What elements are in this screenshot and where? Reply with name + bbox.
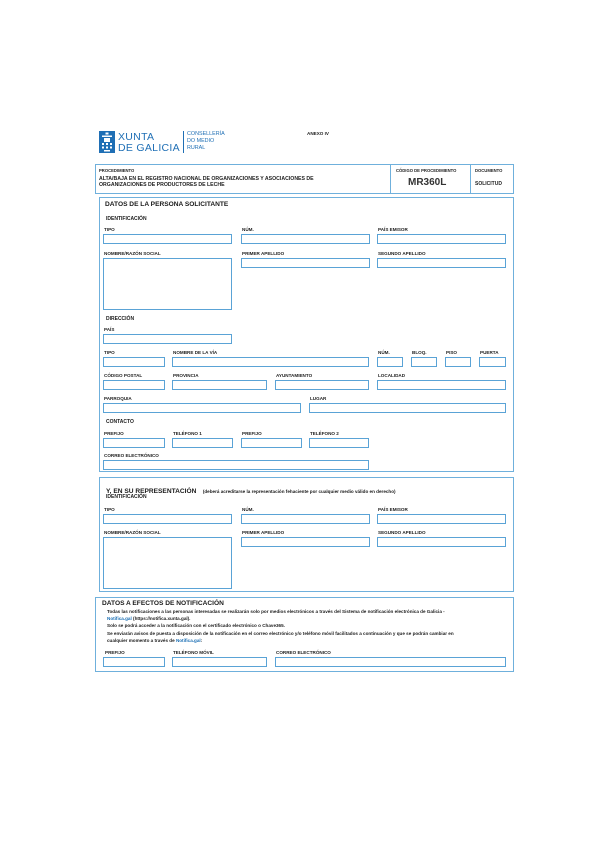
notification-line-5-post: : bbox=[200, 638, 203, 643]
telefono-1-field[interactable] bbox=[172, 438, 233, 448]
localidad-field[interactable] bbox=[377, 380, 506, 390]
procedure-text-line2: ORGANIZACIONES DE PRODUCTORES DE LECHE bbox=[99, 182, 225, 188]
document-label: DOCUMENTO bbox=[475, 168, 503, 173]
prefijo-1-field[interactable] bbox=[103, 438, 165, 448]
direccion-heading: DIRECCIÓN bbox=[106, 316, 135, 322]
primer-apellido-field[interactable] bbox=[241, 258, 370, 268]
label-lugar: LUGAR bbox=[310, 396, 327, 401]
label-pais-emisor: PAÍS EMISOR bbox=[378, 227, 408, 232]
label-segundo-apellido: SEGUNDO APELLIDO bbox=[378, 251, 426, 256]
pais-emisor-field[interactable] bbox=[377, 234, 506, 244]
notif-label-prefijo: PREFIJO bbox=[105, 650, 125, 655]
label-piso: PISO bbox=[446, 350, 457, 355]
notif-telefono-movil-field[interactable] bbox=[172, 657, 267, 667]
nombre-field[interactable] bbox=[103, 258, 232, 310]
notifica-link-2[interactable]: Notifica.gal bbox=[175, 638, 201, 643]
procedure-text-line1: ALTA/BAJA EN EL REGISTRO NACIONAL DE ORGANIZACIONES Y ASOCIACIONES DE bbox=[99, 176, 314, 182]
representative-title-row bbox=[106, 480, 396, 498]
procedure-code: MR360L bbox=[408, 177, 447, 188]
label-puerta: PUERTA bbox=[480, 350, 499, 355]
num-via-field[interactable] bbox=[377, 357, 403, 367]
notification-line-4: Se enviarán avisos de puesta a disposición de la notificación en el correo electrónico y/o teléfono móvil facilitados a continuación y que se podrán cambiar en bbox=[107, 631, 454, 636]
notif-correo-field[interactable] bbox=[275, 657, 506, 667]
prefijo-2-field[interactable] bbox=[241, 438, 302, 448]
label-tipo: TIPO bbox=[104, 227, 115, 232]
logo-text-galicia: DE GALICIA bbox=[118, 142, 180, 154]
codigo-postal-field[interactable] bbox=[103, 380, 165, 390]
representative-note: (deberá acreditarse la representación fehaciente por cualquier medio válido en derecho) bbox=[202, 489, 396, 494]
logo-divider bbox=[183, 131, 184, 153]
xunta-shield-icon bbox=[99, 131, 115, 153]
pais-field[interactable] bbox=[103, 334, 232, 344]
applicant-title: DATOS DE LA PERSONA SOLICITANTE bbox=[105, 201, 229, 208]
notification-line-1: Todas las notificaciones a las personas interesadas se realizarán solo por medios electrónicos a través del Sistema de notificación electrónica de Galicia - bbox=[107, 609, 445, 614]
rep-label-segundo-apellido: SEGUNDO APELLIDO bbox=[378, 530, 426, 535]
notif-prefijo-field[interactable] bbox=[103, 657, 165, 667]
label-telefono-1: TELÉFONO 1 bbox=[173, 431, 202, 436]
notif-label-telefono-movil: TELÉFONO MÓVIL bbox=[173, 650, 214, 655]
puerta-field[interactable] bbox=[479, 357, 506, 367]
label-parroquia: PARROQUIA bbox=[104, 396, 132, 401]
label-ayuntamiento: AYUNTAMIENTO bbox=[276, 373, 313, 378]
annex-label: ANEXO IV bbox=[307, 131, 329, 136]
rep-nombre-field[interactable] bbox=[103, 537, 232, 589]
label-primer-apellido: PRIMER APELLIDO bbox=[242, 251, 285, 256]
notifica-link[interactable]: Notifica.gal bbox=[107, 616, 132, 621]
applicant-identification: IDENTIFICACIÓN bbox=[106, 216, 147, 222]
label-num-via: NÚM. bbox=[378, 350, 390, 355]
label-prefijo-2: PREFIJO bbox=[242, 431, 262, 436]
bloq-field[interactable] bbox=[411, 357, 437, 367]
piso-field[interactable] bbox=[445, 357, 471, 367]
notification-line-5 bbox=[107, 638, 202, 643]
lugar-field[interactable] bbox=[309, 403, 506, 413]
label-telefono-2: TELÉFONO 2 bbox=[310, 431, 339, 436]
label-codigo-postal: CÓDIGO POSTAL bbox=[104, 373, 143, 378]
label-nombre: NOMBRE/RAZÓN SOCIAL bbox=[104, 251, 161, 256]
label-tipo-via: TIPO bbox=[104, 350, 115, 355]
parroquia-field[interactable] bbox=[103, 403, 301, 413]
logo-text-xunta: XUNTA bbox=[118, 131, 155, 143]
rep-label-pais-emisor: PAÍS EMISOR bbox=[378, 507, 408, 512]
notifica-url: (https://notifica.xunta.gal). bbox=[131, 616, 191, 621]
rep-segundo-apellido-field[interactable] bbox=[377, 537, 506, 547]
procedure-code-label: CÓDIGO DE PROCEDIMIENTO bbox=[396, 168, 457, 173]
tipo-via-field[interactable] bbox=[103, 357, 165, 367]
notification-title: DATOS A EFECTOS DE NOTIFICACIÓN bbox=[102, 600, 224, 607]
xunta-logo bbox=[99, 130, 239, 156]
dept-line-2: DO MEDIO bbox=[187, 138, 215, 144]
procedure-label: PROCEDIMIENTO bbox=[99, 168, 135, 173]
procedure-divider-1 bbox=[390, 164, 391, 194]
notif-label-correo: CORREO ELECTRÓNICO bbox=[276, 650, 331, 655]
document-type: SOLICITUD bbox=[475, 181, 502, 187]
rep-label-tipo: TIPO bbox=[104, 507, 115, 512]
notification-line-5-pre: cualquier momento a través de bbox=[107, 638, 176, 643]
label-nombre-via: NOMBRE DE LA VÍA bbox=[173, 350, 218, 355]
label-correo: CORREO ELECTRÓNICO bbox=[104, 453, 159, 458]
label-prefijo-1: PREFIJO bbox=[104, 431, 124, 436]
contacto-heading: CONTACTO bbox=[106, 419, 134, 425]
representative-identification: IDENTIFICACIÓN bbox=[106, 494, 147, 500]
ayuntamiento-field[interactable] bbox=[275, 380, 369, 390]
rep-num-field[interactable] bbox=[241, 514, 370, 524]
dept-line-3: RURAL bbox=[187, 145, 206, 151]
rep-tipo-field[interactable] bbox=[103, 514, 232, 524]
rep-pais-emisor-field[interactable] bbox=[377, 514, 506, 524]
procedure-divider-2 bbox=[470, 164, 471, 194]
telefono-2-field[interactable] bbox=[309, 438, 369, 448]
tipo-field[interactable] bbox=[103, 234, 232, 244]
rep-label-nombre: NOMBRE/RAZÓN SOCIAL bbox=[104, 530, 161, 535]
label-provincia: PROVINCIA bbox=[173, 373, 199, 378]
rep-label-num: NÚM. bbox=[242, 507, 254, 512]
nombre-via-field[interactable] bbox=[172, 357, 369, 367]
rep-primer-apellido-field[interactable] bbox=[241, 537, 370, 547]
num-field[interactable] bbox=[241, 234, 370, 244]
notification-line-2 bbox=[107, 616, 190, 621]
segundo-apellido-field[interactable] bbox=[377, 258, 506, 268]
label-localidad: LOCALIDAD bbox=[378, 373, 406, 378]
correo-field[interactable] bbox=[103, 460, 369, 470]
label-bloq: BLOQ. bbox=[412, 350, 427, 355]
provincia-field[interactable] bbox=[172, 380, 267, 390]
label-pais: PAÍS bbox=[104, 327, 115, 332]
notification-line-3: Solo se podrá acceder a la notificación con el certificado electrónico o Chave365. bbox=[107, 623, 285, 628]
representative-title: Y, EN SU REPRESENTACIÓN bbox=[106, 488, 197, 495]
label-num: NÚM. bbox=[242, 227, 254, 232]
rep-label-primer-apellido: PRIMER APELLIDO bbox=[242, 530, 285, 535]
dept-line-1: CONSELLERÍA bbox=[187, 131, 225, 137]
